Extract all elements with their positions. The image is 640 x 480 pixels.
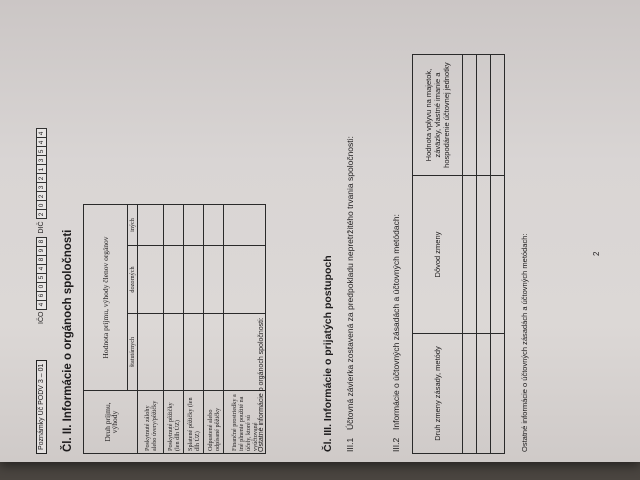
row-label: Finančné prostriedky a iné plnenie použité na účely, ktoré sú vyúčtované (224, 391, 266, 454)
ico-digit: 9 (36, 246, 47, 256)
col-header-reason: Dôvod zmeny (413, 176, 463, 334)
ico-digit: 4 (36, 264, 47, 274)
ico-digit-boxes (36, 237, 47, 309)
table-cell (184, 246, 204, 314)
section-2-other-info: Ostatné informácie o orgánoch spoločnosti: (258, 317, 265, 452)
dic-digit: 4 (36, 128, 47, 138)
organs-table (83, 204, 266, 454)
form-code-label: Poznámky Úč PODV 3 – 01 (36, 360, 47, 454)
table-cell (224, 205, 266, 246)
table-cell (477, 333, 491, 453)
dic-digit: 3 (36, 182, 47, 192)
page-number: 2 (592, 251, 601, 256)
item-3-1-text: Účtovná závierka zostavená za predpokladu nepretržitého trvania spoločnosti: (345, 136, 355, 430)
dic-label: DIČ (38, 221, 45, 234)
item-3-1-number: III.1 (345, 437, 355, 452)
sub-col-supervisory: dozorných (128, 246, 138, 314)
table-cell (463, 176, 477, 334)
table-cell (477, 55, 491, 176)
dic-digit: 5 (36, 146, 47, 156)
dic-digit: 2 (36, 173, 47, 183)
dic-digit-boxes (36, 128, 47, 218)
col-header-group: Hodnota príjmu, výhody členov orgánov (84, 205, 128, 391)
item-3-2-text: Informácie o účtovných zásadách a účtovných metódach: (391, 214, 401, 430)
table-cell (491, 333, 505, 453)
table-cell (491, 55, 505, 176)
dic-digit: 0 (36, 200, 47, 210)
table-cell (204, 314, 224, 391)
row-label: Poskytnuté zálohy alebo úvery/pôžičky (138, 391, 164, 454)
table-cell (164, 246, 184, 314)
table-cell (184, 205, 204, 246)
ico-digit: 6 (36, 291, 47, 301)
table-cell (224, 246, 266, 314)
section-2-title: Čl. II. Informácie o orgánoch spoločnosti (62, 229, 74, 452)
table-cell (463, 333, 477, 453)
row-label: Poskytnuté pôžičky (len dlh ÚZ) (164, 391, 184, 454)
dic-digit: 2 (36, 209, 47, 219)
table-cell (184, 314, 204, 391)
table-cell (204, 246, 224, 314)
ico-label: IČO (38, 311, 45, 324)
table-cell (204, 205, 224, 246)
dic-digit: 2 (36, 191, 47, 201)
col-header-impact: Hodnota vplyvu na majetok, záväzky, vlastné imanie a hospodárenie účtovnej jednotky (413, 55, 463, 176)
identification-row (36, 128, 47, 324)
table-cell (477, 176, 491, 334)
row-label: Odpustené alebo odpísané pôžičky (204, 391, 224, 454)
section-3-other-info: Ostatné informácie o účtovných zásadách a účtovných metódach: (520, 233, 529, 452)
table-cell (138, 246, 164, 314)
col-header-type: Druh príjmu, výhody (84, 391, 138, 454)
sub-col-other: iných (128, 205, 138, 246)
accounting-methods-table (412, 54, 505, 454)
table-cell (164, 314, 184, 391)
col-header-change-type: Druh zmeny zásady, metódy (413, 333, 463, 453)
ico-digit: 5 (36, 273, 47, 283)
table-cell (491, 176, 505, 334)
ico-digit: 8 (36, 255, 47, 265)
dic-digit: 4 (36, 137, 47, 147)
ico-digit: 4 (36, 300, 47, 310)
sub-col-statutory: štatutárnych (128, 314, 138, 391)
ico-digit: 0 (36, 282, 47, 292)
table-cell (138, 314, 164, 391)
section-3-title: Čl. III. Informácie o prijatých postupoch (322, 255, 334, 452)
dic-digit: 3 (36, 155, 47, 165)
ico-digit: 8 (36, 237, 47, 247)
dic-digit: 1 (36, 164, 47, 174)
table-cell (138, 205, 164, 246)
table-cell (463, 55, 477, 176)
row-label: Splatené pôžičky (len dlh ÚZ) (184, 391, 204, 454)
table-cell (164, 205, 184, 246)
item-3-2-number: III.2 (391, 437, 401, 452)
